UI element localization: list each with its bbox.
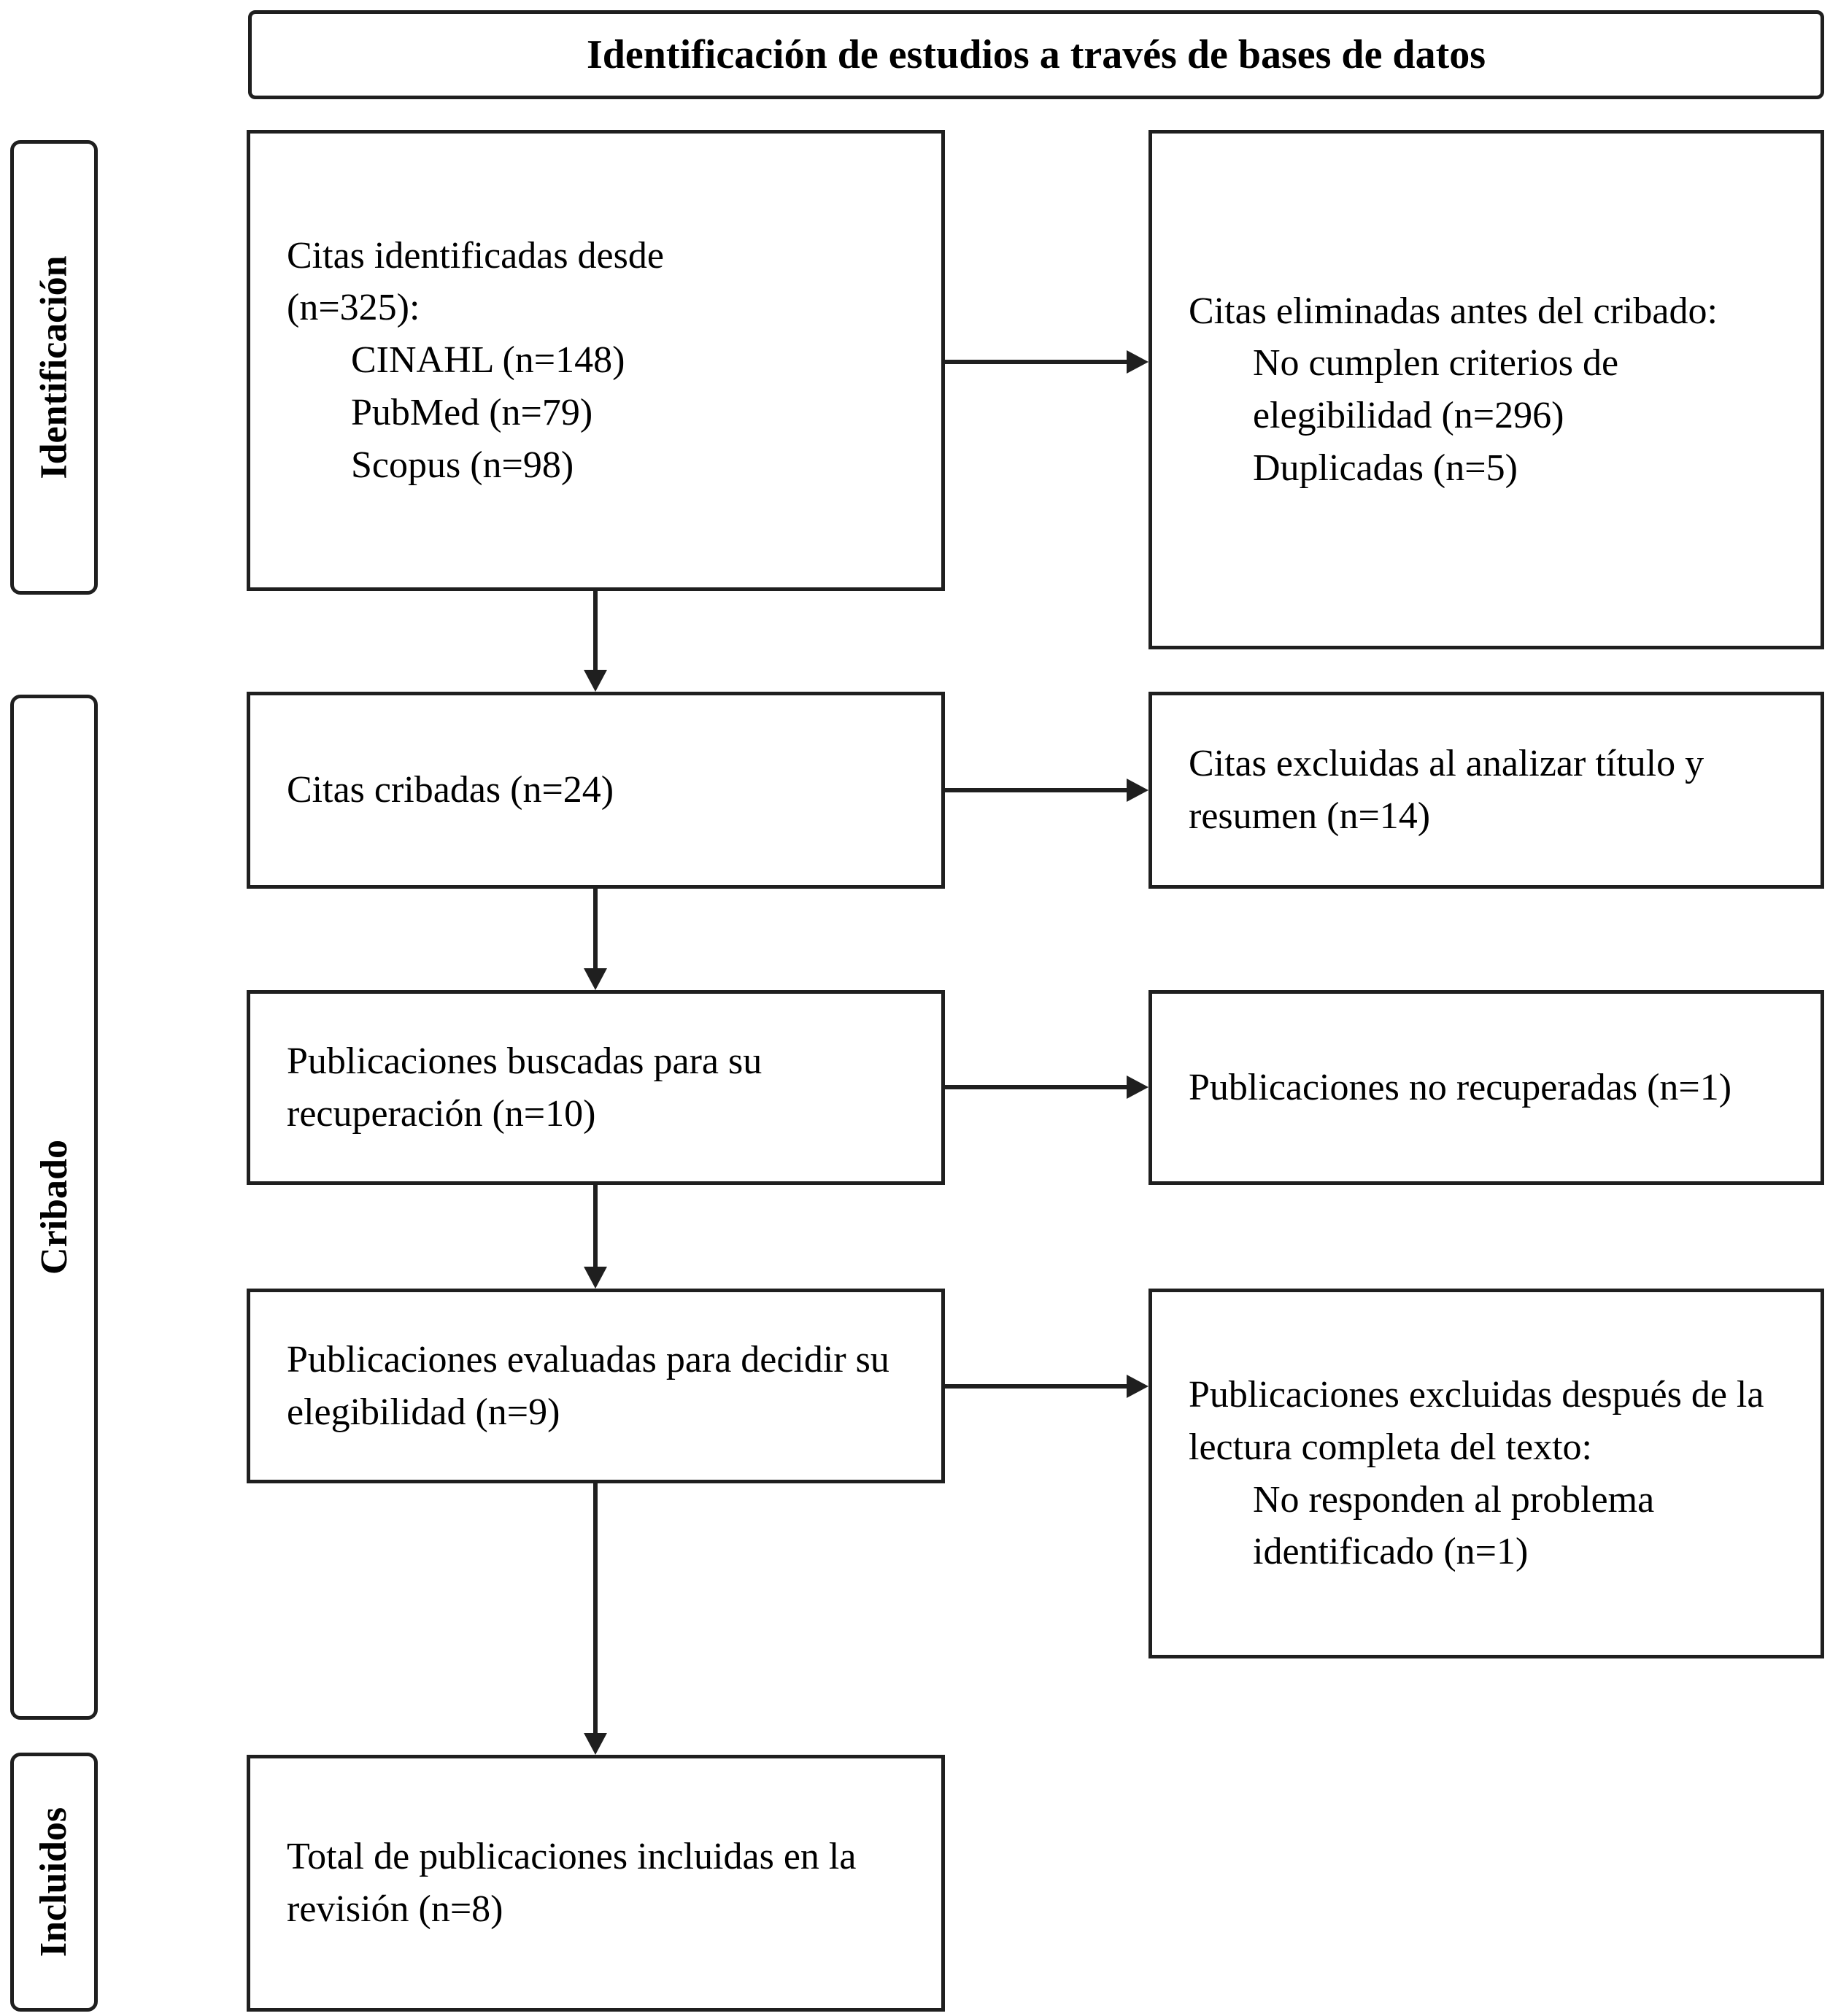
eliminated-citations-intro: Citas eliminadas antes del cribado: [1189,290,1718,332]
excluded-fulltext-reason: No responden al problema identificado (n=1) [1253,1478,1655,1573]
excluded-fulltext-intro: Publicaciones excluidas después de la lectura completa del texto: [1189,1374,1764,1468]
assessed-publications-text: Publicaciones evaluadas para decidir su elegibilidad (n=9) [287,1338,889,1433]
flow-arrow-right-3-line [945,1085,1127,1089]
included-publications-box [247,1755,945,2012]
flow-arrow-down-3-line [593,1185,598,1267]
flow-arrow-right-4-line [945,1384,1127,1389]
flow-arrow-down-1-line [593,591,598,670]
identified-citations-line2: (n=325): [287,287,420,329]
not-retrieved-text: Publicaciones no recuperadas (n=1) [1189,1066,1732,1108]
sought-publications-text: Publicaciones buscadas para su recuperación (n=10) [287,1040,762,1135]
diagram-title-box [248,10,1824,99]
eliminated-reason-duplicates: Duplicadas (n=5) [1253,447,1518,489]
excluded-title-abstract-text: Citas excluidas al analizar título y resumen (n=14) [1189,743,1704,837]
eliminated-reason-eligibility: No cumplen criterios de elegibilidad (n=296) [1253,342,1619,436]
assessed-publications-box [247,1289,945,1483]
flow-arrow-right-2-line [945,788,1127,792]
included-publications-text: Total de publicaciones incluidas en la revisión (n=8) [287,1836,857,1930]
screened-citations-text: Citas cribadas (n=24) [287,769,614,811]
flow-arrow-right-1-head-icon [1127,350,1148,374]
diagram-title: Identificación de estudios a través de bases de datos [586,32,1486,77]
flow-arrow-down-2-head-icon [584,968,607,990]
stage-label-included [10,1753,98,2012]
flow-arrow-down-3-head-icon [584,1267,607,1289]
flow-arrow-down-1-head-icon [584,670,607,692]
sought-publications-box [247,990,945,1185]
eliminated-citations-box [1148,130,1824,649]
identified-source-pubmed: PubMed (n=79) [351,391,593,433]
identified-citations-line1: Citas identificadas desde [287,234,664,277]
stage-label-screening-text: Cribado [33,1140,75,1275]
flow-arrow-down-2-line [593,889,598,968]
stage-label-identification [10,140,98,595]
flow-arrow-right-4-head-icon [1127,1375,1148,1398]
excluded-fulltext-box [1148,1289,1824,1658]
flow-arrow-down-4-head-icon [584,1733,607,1755]
screened-citations-box [247,692,945,889]
flow-arrow-right-2-head-icon [1127,779,1148,802]
flow-arrow-right-1-line [945,360,1127,364]
flow-arrow-down-4-line [593,1483,598,1733]
identified-source-cinahl: CINAHL (n=148) [351,339,625,382]
stage-label-screening [10,695,98,1720]
stage-label-identification-text: Identificación [33,255,75,479]
stage-label-included-text: Incluidos [33,1807,75,1958]
identified-source-scopus: Scopus (n=98) [351,444,574,486]
flow-arrow-right-3-head-icon [1127,1075,1148,1099]
not-retrieved-box [1148,990,1824,1185]
identified-citations-box [247,130,945,591]
excluded-title-abstract-box [1148,692,1824,889]
